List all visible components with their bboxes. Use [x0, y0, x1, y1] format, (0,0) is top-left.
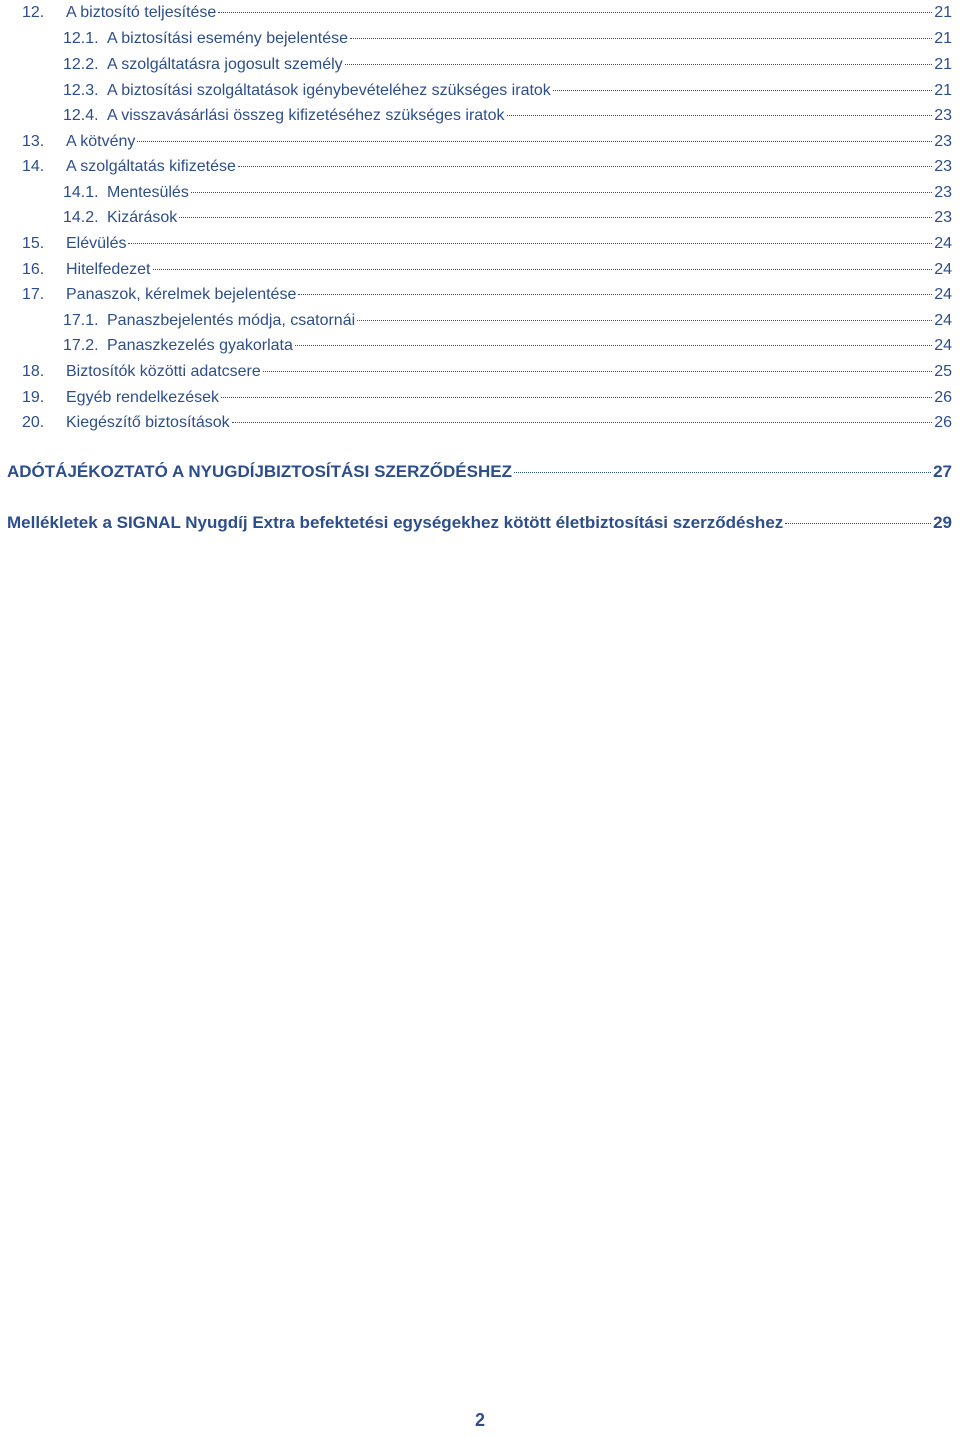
toc-entry-title: Kiegészítő biztosítások	[66, 414, 230, 431]
dot-leader	[128, 243, 932, 244]
toc-entry-number: 12.1.	[63, 30, 99, 47]
dot-leader	[785, 523, 931, 524]
toc-entry-page: 26	[934, 414, 952, 431]
toc-entry-title: Hitelfedezet	[66, 261, 151, 278]
toc-entry-page: 23	[934, 107, 952, 124]
toc-entry-page: 24	[934, 312, 952, 329]
dot-leader	[179, 217, 932, 218]
dot-leader	[137, 141, 932, 142]
dot-leader	[295, 345, 932, 346]
toc-entry-number: 19.	[22, 389, 45, 406]
toc-entry-number: 13.	[22, 133, 45, 150]
toc-entry-page: 23	[934, 184, 952, 201]
toc-entry-number: 18.	[22, 363, 45, 380]
dot-leader	[153, 269, 933, 270]
toc-entry[interactable]	[63, 106, 952, 126]
toc-entry[interactable]	[22, 3, 952, 23]
toc-entry[interactable]	[63, 183, 952, 203]
toc-entry[interactable]	[63, 208, 952, 228]
dot-leader	[263, 371, 932, 372]
toc-entry-title: A biztosítási esemény bejelentése	[107, 30, 349, 47]
toc-entry-page: 24	[934, 235, 952, 252]
toc-entry-page: 26	[934, 389, 952, 406]
toc-entry-number: 14.2.	[63, 209, 99, 226]
toc-entry-page: 21	[934, 56, 952, 73]
toc-entry-title: A biztosítási szolgáltatások igénybevételéhez szükséges iratok	[107, 82, 551, 99]
toc-entry-page: 25	[934, 363, 952, 380]
dot-leader	[298, 294, 932, 295]
toc-section-page: 27	[933, 462, 952, 481]
toc-entry-title: Panaszok, kérelmek bejelentése	[66, 286, 297, 303]
toc-entry-title: Panaszkezelés gyakorlata	[107, 337, 293, 354]
toc-entry-number: 12.4.	[63, 107, 99, 124]
toc-entry-number: 12.2.	[63, 56, 99, 73]
dot-leader	[218, 12, 932, 13]
toc-entry-title: A visszavásárlási összeg kifizetéséhez szükséges iratok	[107, 107, 505, 124]
toc-entry-number: 12.	[22, 4, 45, 21]
dot-leader	[553, 90, 932, 91]
dot-leader	[221, 397, 932, 398]
dot-leader	[238, 166, 932, 167]
toc-entry-title: A szolgáltatás kifizetése	[66, 158, 236, 175]
toc-entry-title: A biztosító teljesítése	[66, 4, 217, 21]
toc-entry[interactable]	[63, 336, 952, 356]
toc-entry-title: Biztosítók közötti adatcsere	[66, 363, 261, 380]
toc-entry-page: 21	[934, 4, 952, 21]
toc-entry-number: 17.2.	[63, 337, 99, 354]
toc-entry[interactable]	[63, 55, 952, 75]
toc-entry-page: 21	[934, 82, 952, 99]
toc-entry[interactable]	[22, 132, 952, 152]
toc-entry-title: A szolgáltatásra jogosult személy	[107, 56, 343, 73]
dot-leader	[345, 64, 933, 65]
dot-leader	[191, 192, 932, 193]
dot-leader	[507, 115, 933, 116]
toc-entry-number: 12.3.	[63, 82, 99, 99]
toc-entry[interactable]	[22, 234, 952, 254]
toc-entry-page: 23	[934, 158, 952, 175]
toc-entry-title: Egyéb rendelkezések	[66, 389, 219, 406]
toc-entry-page: 21	[934, 30, 952, 47]
toc-section-page: 29	[933, 513, 952, 532]
toc-entry-number: 16.	[22, 261, 45, 278]
toc-entry-page: 24	[934, 261, 952, 278]
toc-entry-number: 14.	[22, 158, 45, 175]
toc-section-title: Mellékletek a SIGNAL Nyugdíj Extra befektetési egységekhez kötött életbiztosítási szerződéshez	[7, 513, 784, 532]
toc-entry-title: A kötvény	[66, 133, 136, 150]
toc-entry[interactable]	[22, 362, 952, 382]
dot-leader	[232, 422, 933, 423]
toc-section[interactable]	[7, 462, 952, 482]
toc-entry[interactable]	[22, 260, 952, 280]
toc-entry-number: 14.1.	[63, 184, 99, 201]
toc-entry[interactable]	[63, 311, 952, 331]
toc-entry-number: 15.	[22, 235, 45, 252]
toc-section[interactable]	[7, 513, 952, 533]
toc-entry-title: Panaszbejelentés módja, csatornái	[107, 312, 356, 329]
toc-entry-page: 23	[934, 133, 952, 150]
toc-entry-number: 17.1.	[63, 312, 99, 329]
dot-leader	[514, 472, 931, 473]
dot-leader	[350, 38, 932, 39]
toc-entry[interactable]	[63, 81, 952, 101]
page-number: 2	[474, 1410, 485, 1430]
toc-entry-title: Mentesülés	[107, 184, 189, 201]
toc-entry-page: 24	[934, 286, 952, 303]
toc-entry[interactable]	[22, 285, 952, 305]
toc-entry-number: 17.	[22, 286, 45, 303]
toc-section-title: ADÓTÁJÉKOZTATÓ A NYUGDÍJBIZTOSÍTÁSI SZERZŐDÉSHEZ	[7, 462, 512, 481]
dot-leader	[357, 320, 932, 321]
toc-entry[interactable]	[22, 388, 952, 408]
toc-entry-title: Kizárások	[107, 209, 178, 226]
toc-entry-page: 23	[934, 209, 952, 226]
toc-entry-title: Elévülés	[66, 235, 127, 252]
toc-entry[interactable]	[63, 29, 952, 49]
toc-entry-number: 20.	[22, 414, 45, 431]
toc-entry[interactable]	[22, 157, 952, 177]
toc-entry[interactable]	[22, 413, 952, 433]
toc-entry-page: 24	[934, 337, 952, 354]
